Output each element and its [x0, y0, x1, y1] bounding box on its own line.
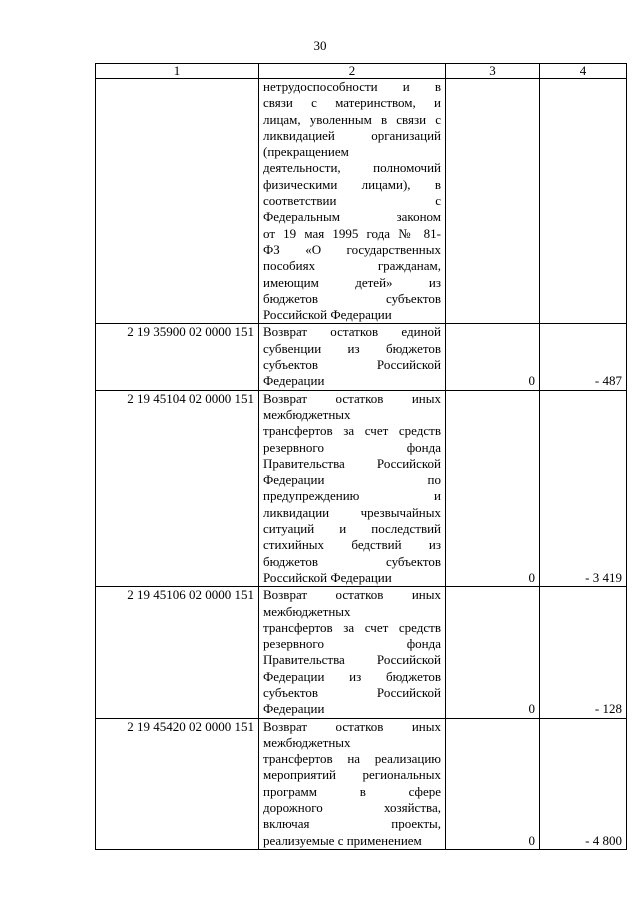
table-row	[96, 79, 627, 324]
column-4-value: - 3 419	[540, 390, 627, 587]
description-line: пособиях гражданам,	[263, 258, 441, 274]
column-header: 3	[446, 64, 540, 79]
column-3-value: 0	[446, 587, 540, 718]
column-3-value: 0	[446, 390, 540, 587]
description-line: Правительства Российской	[263, 652, 441, 668]
description-line: субвенции из бюджетов	[263, 340, 441, 356]
table-row	[96, 324, 627, 390]
description-line: Федеральным законом	[263, 209, 441, 225]
description-line: трансфертов за счет средств	[263, 423, 441, 439]
budget-code-cell: 2 19 45420 02 0000 151	[96, 718, 259, 849]
description-line: нетрудоспособности и в	[263, 79, 441, 94]
description-line: Возврат остатков иных	[263, 390, 441, 406]
description-line: резервного фонда	[263, 439, 441, 455]
description-line: реализуемые с применением	[263, 832, 422, 848]
description-cell	[259, 587, 446, 718]
description-line: предупреждению и	[263, 488, 441, 504]
description-line: Федерации из бюджетов	[263, 668, 441, 684]
description-line: стихийных бедствий из	[263, 537, 441, 553]
description-line: имеющим детей» из	[263, 274, 441, 290]
description-cell	[259, 390, 446, 587]
page-number: 30	[313, 38, 327, 53]
description-line: включая проекты,	[263, 816, 441, 832]
column-header: 1	[96, 64, 259, 79]
column-header: 2	[259, 64, 446, 79]
table-row	[96, 587, 627, 718]
description-line: соответствии с	[263, 193, 441, 209]
description-line: субъектов Российской	[263, 684, 441, 700]
table-row	[96, 390, 627, 587]
description-line: трансфертов на реализацию	[263, 751, 441, 767]
description-line: лицам, уволенным в связи с	[263, 111, 441, 127]
description-line: Федерации	[263, 701, 325, 717]
description-line: трансфертов за счет средств	[263, 619, 441, 635]
description-line: бюджетов субъектов	[263, 290, 441, 306]
description-line: Российской Федерации	[263, 569, 392, 585]
budget-code-cell: 2 19 45106 02 0000 151	[96, 587, 259, 718]
description-line: ситуаций и последствий	[263, 521, 441, 537]
description-line: бюджетов субъектов	[263, 553, 441, 569]
column-4-value	[540, 79, 627, 324]
table-row	[96, 718, 627, 849]
description-line: связи с материнством, и	[263, 95, 441, 111]
column-4-value: - 487	[540, 324, 627, 390]
column-3-value: 0	[446, 324, 540, 390]
column-header: 4	[540, 64, 627, 79]
budget-table	[95, 63, 627, 850]
description-line: Правительства Российской	[263, 455, 441, 471]
description-line: ликвидации чрезвычайных	[263, 504, 441, 520]
description-line: Возврат остатков иных	[263, 718, 441, 734]
budget-code-cell: 2 19 35900 02 0000 151	[96, 324, 259, 390]
description-line: деятельности, полномочий	[263, 160, 441, 176]
description-line: от 19 мая 1995 года № 81-	[263, 225, 441, 241]
description-line: резервного фонда	[263, 636, 441, 652]
description-line: Российской Федерации	[263, 307, 392, 323]
column-header-row	[96, 64, 627, 79]
budget-code-cell: 2 19 45104 02 0000 151	[96, 390, 259, 587]
description-line: Федерации	[263, 373, 325, 389]
description-line: Возврат остатков единой	[263, 324, 441, 340]
description-line: физическими лицами), в	[263, 176, 441, 192]
column-3-value	[446, 79, 540, 324]
description-line: Федерации по	[263, 472, 441, 488]
description-line: Возврат остатков иных	[263, 587, 441, 603]
column-3-value: 0	[446, 718, 540, 849]
description-line: (прекращением	[263, 144, 349, 160]
description-line: мероприятий региональных	[263, 767, 441, 783]
description-line: межбюджетных	[263, 406, 351, 422]
description-line: ликвидацией организаций	[263, 127, 441, 143]
column-4-value: - 128	[540, 587, 627, 718]
budget-code-cell	[96, 79, 259, 324]
description-line: ФЗ «О государственных	[263, 241, 441, 257]
column-4-value: - 4 800	[540, 718, 627, 849]
description-cell	[259, 79, 446, 324]
description-cell	[259, 324, 446, 390]
description-line: межбюджетных	[263, 603, 351, 619]
description-line: субъектов Российской	[263, 357, 441, 373]
description-line: программ в сфере	[263, 783, 441, 799]
description-cell	[259, 718, 446, 849]
description-line: межбюджетных	[263, 734, 351, 750]
description-line: дорожного хозяйства,	[263, 800, 441, 816]
